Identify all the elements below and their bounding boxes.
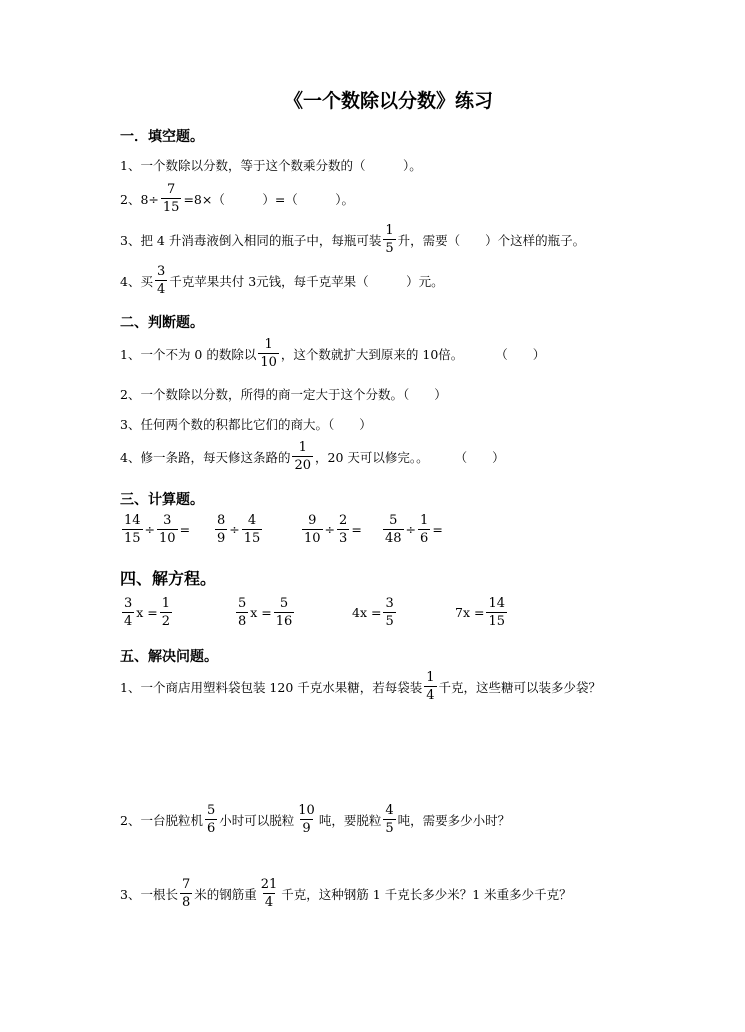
q-text: 3、把 4 升消毒液倒入相同的瓶子中，每瓶可装	[120, 232, 382, 248]
fraction: $\frac{5}{48}$	[385, 513, 402, 546]
fraction: $\frac{1}{2}$	[161, 596, 171, 629]
q-text: 2、一台脱粒机	[120, 812, 203, 828]
section-calc-heading: 三、计算题。	[120, 492, 204, 508]
fraction: $\frac{1}{6}$	[420, 513, 429, 546]
q-text: 吨，需要多少小时？	[397, 812, 511, 828]
q-text: ，这个数就扩大到原来的 10倍。	[280, 346, 464, 362]
fraction: $\frac{1}{20}$	[294, 440, 312, 473]
q-text: 小时可以脱粒	[219, 812, 295, 828]
q-text: 吨，要脱粒	[318, 812, 382, 828]
answer-paren: （ ）	[495, 346, 546, 362]
fraction: $\frac{4}{5}$	[385, 803, 394, 836]
judge-q3: 3、任何两个数的积都比它们的商大。（ ）	[120, 417, 372, 432]
problem-q3	[120, 878, 572, 909]
fraction: $\frac{1}{4}$	[426, 670, 435, 703]
fraction: $\frac{10}{9}$	[298, 803, 315, 836]
equation-1: $\frac{3}{4}$ x = $\frac{1}{2}$	[124, 596, 171, 629]
fraction: $\frac{9}{10}$	[304, 513, 321, 546]
section-judge-heading: 二、判断题。	[120, 315, 204, 331]
calc-item-3: $\frac{9}{10}$ ÷ $\frac{2}{3}$ =	[304, 513, 362, 546]
q-text: 4、买	[120, 273, 153, 289]
fraction: $\frac{1}{5}$	[385, 223, 394, 256]
problem-q1	[120, 671, 601, 702]
q-text: ，20 天可以修完。。	[315, 449, 429, 465]
fraction: $\frac{8}{9}$	[217, 513, 226, 546]
fraction: $\frac{3}{4}$	[156, 264, 166, 297]
fraction: $\frac{3}{4}$	[124, 596, 133, 629]
section-fill-blank-heading: 一．填空题。	[120, 129, 204, 145]
fraction: $\frac{5}{6}$	[206, 803, 216, 836]
q-text: 1、一个不为 0 的数除以	[120, 346, 257, 362]
fill-blank-q1: 1、一个数除以分数，等于这个数乘分数的（ ）。	[120, 158, 422, 173]
calc-item-1: $\frac{14}{15}$ ÷ $\frac{3}{10}$ =	[124, 513, 191, 546]
fraction: $\frac{14}{15}$	[124, 513, 141, 546]
fraction: $\frac{1}{10}$	[260, 337, 277, 370]
answer-paren: （ ）	[454, 449, 505, 465]
problem-q2	[120, 804, 510, 835]
judge-q1	[120, 338, 545, 369]
fill-blank-q3	[120, 224, 585, 255]
equation-3: 4x = $\frac{3}{5}$	[352, 596, 394, 629]
fraction: $\frac{5}{16}$	[275, 596, 293, 629]
fraction: $\frac{7}{15}$	[162, 182, 180, 215]
calc-item-2: $\frac{8}{9}$ ÷ $\frac{4}{15}$	[217, 513, 261, 546]
q-text: 千克，这些糖可以装多少袋？	[438, 679, 602, 695]
q-text: 1、一个商店用塑料袋包装 120 千克水果糖，若每袋装	[120, 679, 423, 695]
fraction: $\frac{7}{8}$	[181, 877, 191, 910]
fill-blank-q4	[120, 265, 444, 296]
q-text: 米的钢筋重	[194, 886, 257, 902]
q-text: 升，需要（ ）个这样的瓶子。	[397, 232, 586, 248]
section-problem-heading: 五、解决问题。	[120, 649, 218, 665]
fraction: $\frac{4}{15}$	[243, 513, 261, 546]
q-text: 4、修一条路，每天修这条路的	[120, 449, 291, 465]
fraction: $\frac{3}{10}$	[159, 513, 176, 546]
fraction: $\frac{14}{15}$	[488, 596, 505, 629]
q-text: 2、8÷	[120, 191, 159, 207]
judge-q2: 2、一个数除以分数，所得的商一定大于这个分数。（ ）	[120, 387, 447, 402]
fraction: $\frac{3}{5}$	[385, 596, 394, 629]
fill-blank-q2	[120, 183, 354, 214]
fraction: $\frac{21}{4}$	[260, 877, 278, 910]
fraction: $\frac{5}{8}$	[238, 596, 247, 629]
equation-4: 7x = $\frac{14}{15}$	[455, 596, 505, 629]
q-text: 千克，这种钢筋 1 千克长多少米？1 米重多少千克？	[281, 886, 572, 902]
page-title: 《一个数除以分数》练习	[284, 90, 494, 112]
section-equation-heading: 四、解方程。	[120, 569, 217, 588]
judge-q4	[120, 441, 505, 472]
calc-item-4: $\frac{5}{48}$ ÷ $\frac{1}{6}$ =	[385, 513, 443, 546]
q-text: =8×（ ）=（ ）。	[183, 191, 355, 207]
equation-2: $\frac{5}{8}$ x = $\frac{5}{16}$	[238, 596, 293, 629]
fraction: $\frac{2}{3}$	[339, 513, 348, 546]
q-text: 3、一根长	[120, 886, 178, 902]
q-text: 千克苹果共付 3元钱，每千克苹果（ ）元。	[169, 273, 444, 289]
